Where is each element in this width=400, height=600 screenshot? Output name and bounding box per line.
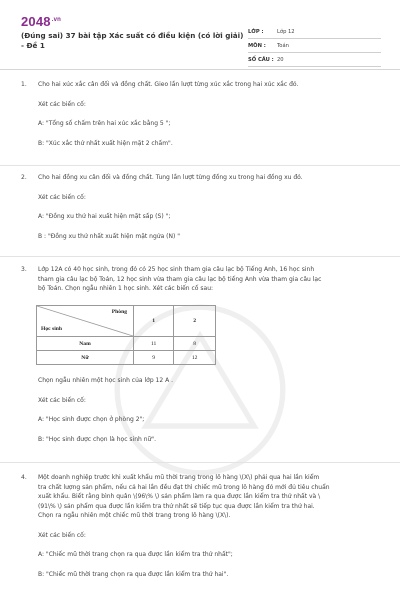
site-logo[interactable]: $2048^{.vn}$ (21, 14, 62, 29)
event-b: B : "Đồng xu thứ nhất xuất hiện mặt ngửa (N) " (38, 232, 180, 240)
students-table (36, 305, 216, 365)
event-b: B: "Xúc xắc thứ nhất xuất hiện mặt 2 chấm". (38, 139, 173, 147)
table-row: Nữ 9 12 (37, 351, 216, 365)
meta-row-count: SỐ CÂU : 20 (248, 53, 381, 67)
event-b: B: "Học sinh được chọn là học sinh nữ". (38, 435, 156, 443)
question-divider (0, 165, 400, 166)
event-a: A: "Đồng xu thứ hai xuất hiện mặt sấp (S) "; (38, 213, 171, 220)
header-divider (0, 69, 400, 70)
meta-row-grade: LỚP : Lớp 12 (248, 25, 381, 39)
event-a: A: "Chiếc mũ thời trang chọn ra qua được lần kiểm tra thứ nhất"; (38, 551, 233, 558)
table-row: Nam 11 8 (37, 337, 216, 351)
event-a: A: "Học sinh được chọn ở phòng 2"; (38, 416, 145, 423)
event-a: A: "Tổng số chấm trên hai xúc xắc bằng 5 "; (38, 120, 171, 127)
question-divider (0, 256, 400, 257)
document-header (21, 14, 381, 63)
table-header-row (37, 306, 216, 337)
document-page: $2048^{.vn}$ (Đúng sai) 37 bài tập Xác suất có điều kiện (có lời giải) - Đề 1 LỚP : Lớp 12 MÔN : Toán SỐ CÂU : 20 1. Cho hai xúc xắc cân đối và đồng chất. Gieo lần lượt từng xúc xắc trong hai xúc xắc đó. Xét các biến cố: A: "Tổng số chấm trên hai xúc xắc bằng 5 "; B: "Xúc xắc thứ nhất xuất hiện mặt 2 chấm". 2. Cho hai đồng xu cân đối và đồng chất. Tung lần lượt từng đồng xu trong hai đồng xu đó. Xét các biến cố: A: "Đồng xu thứ hai xuất hiện mặt sấp (S) "; B : "Đồng xu thứ nhất xuất hiện mặt ngửa (N) " 3. Lớp 12A có 40 học sinh, trong đó có 25 học sinh tham gia câu lạc bộ Tiếng Anh, 16 học sinh tham gia câu lạc bộ Toán, 12 học sinh vừa tham gia câu lạc bộ tiếng Anh vừa tham gia câu lạc bộ Toán. Chọn ngẫu nhiên 1 học sinh. Xét các biến cố sau: Phòng Học sinh 1 2 Nam 11 8 Nữ 9 12 Chọn ngẫu nhiên một học sinh của lớp 12 A . Xét các biến cố: A: "Học sinh được chọn ở phòng 2"; B: "Học sinh được chọn là học sinh nữ". 4. Một doanh nghiệp trước khi xuất khẩu mũ thời trang trong lô hàng \(X\) phải qua hai lần kiểm tra chất lượng sản phẩm, nếu cả hai lần đều đạt thì chiếc mũ trong lô hàng đó mới đủ tiêu chuẩn xuất khẩu. Biết rằng bình quân \(96\% \) sản phẩm làm ra qua được lần kiểm tra thứ nhất và \ (91\% \) sản phẩm qua được lần kiểm tra thứ nhất sẽ tiếp tục qua được lần kiểm tra thứ hai. Chọn ra ngẫu nhiên một chiếc mũ thời trang trong lô hàng \(X\). Xét các biến cố: A: "Chiếc mũ thời trang chọn ra qua được lần kiểm tra thứ nhất"; B: "Chiếc mũ thời trang chọn ra qua được lần kiểm tra thứ hai". (0, 0, 400, 600)
document-meta (248, 25, 381, 67)
document-title: (Đúng sai) 37 bài tập Xác suất có điều kiện (có lời giải) - Đề 1 (21, 31, 244, 50)
question-divider (0, 462, 400, 463)
table-col-header: 1 (134, 306, 174, 337)
meta-row-subject: MÔN : Toán (248, 39, 381, 53)
table-corner-cell: Phòng Học sinh (37, 306, 134, 337)
table-col-header: 2 (174, 306, 216, 337)
event-b: B: "Chiếc mũ thời trang chọn ra qua được lần kiểm tra thứ hai". (38, 570, 229, 578)
